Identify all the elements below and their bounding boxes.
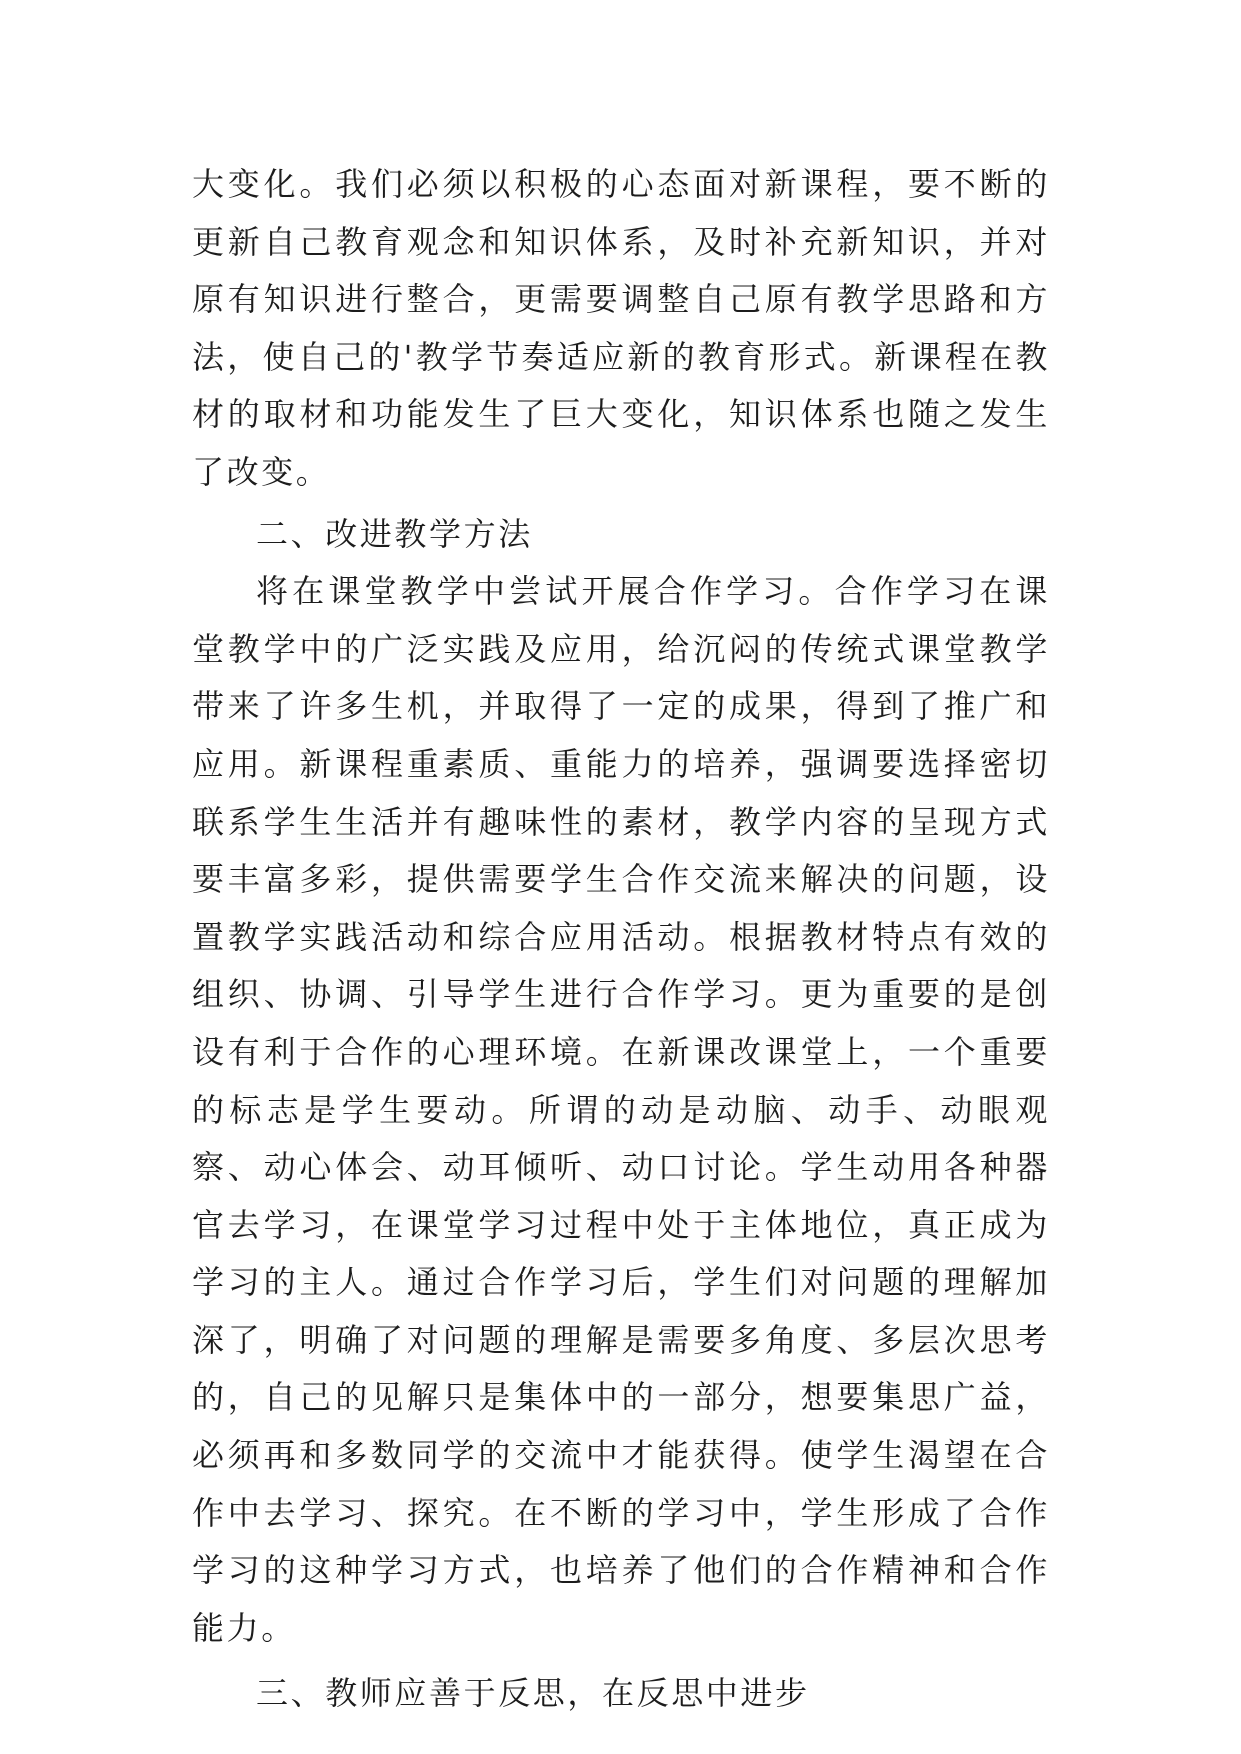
- section-heading-3: 三、教师应善于反思，在反思中进步: [256, 1674, 810, 1713]
- paragraph-cooperation: 将在课堂教学中尝试开展合作学习。合作学习在课堂教学中的广泛实践及应用，给沉闷的传统式课堂教学带来了许多生机，并取得了一定的成果，得到了推广和应用。新课程重素质、重能力的培养，强调要选择密切联系学生生活并有趣味性的素材，教学内容的呈现方式要丰富多彩，提供需要学生合作交流来解决的问题，设置教学实践活动和综合应用活动。根据教材特点有效的组织、协调、引导学生进行合作学习。更为重要的是创设有利于合作的心理环境。在新课改课堂上，一个重要的标志是学生要动。所谓的动是动脑、动手、动眼观察、动心体会、动耳倾听、动口讨论。学生动用各种器官去学习，在课堂学习过程中处于主体地位，真正成为学习的主人。通过合作学习后，学生们对问题的理解加深了，明确了对问题的理解是需要多角度、多层次思考的，自己的见解只是集体中的一部分，想要集思广益，必须再和多数同学的交流中才能获得。使学生渴望在合作中去学习、探究。在不断的学习中，学生形成了合作学习的这种学习方式，也培养了他们的合作精神和合作能力。: [192, 572, 1050, 1647]
- section-heading-2: 二、改进教学方法: [256, 514, 533, 553]
- paragraph-continued: 大变化。我们必须以积极的心态面对新课程，要不断的更新自己教育观念和知识体系，及时补充新知识，并对原有知识进行整合，更需要调整自己原有教学思路和方法，使自己的'教学节奏适应新的教育形式。新课程在教材的取材和功能发生了巨大变化，知识体系也随之发生了改变。: [192, 165, 1050, 491]
- document-body: [192, 156, 1050, 1723]
